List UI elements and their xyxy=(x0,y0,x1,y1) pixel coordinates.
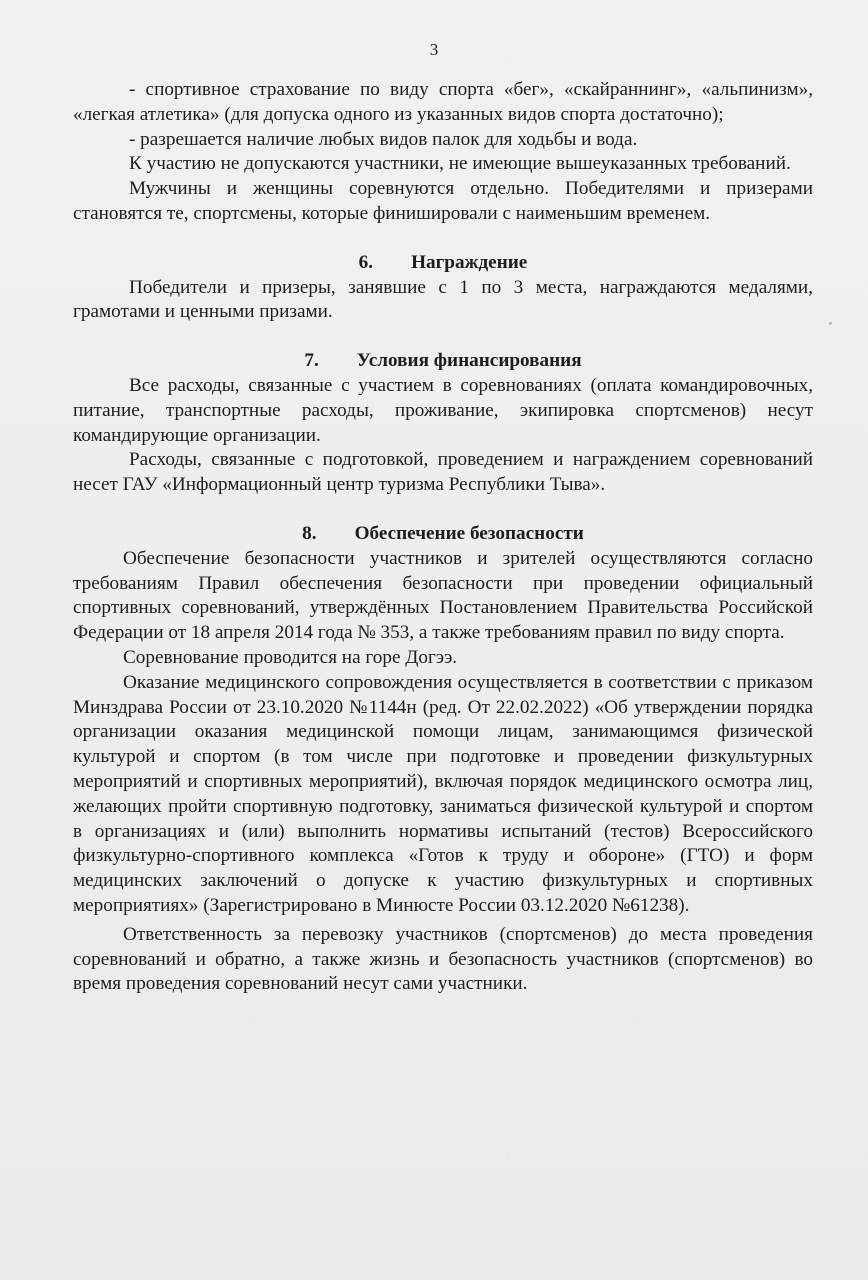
paragraph-men-women: Мужчины и женщины соревнуются отдельно. Победителями и призерами становятся те, спортсмены, которые финишировали с наименьшим временем. xyxy=(73,178,813,224)
paragraph-expenses: Все расходы, связанные с участием в соревнованиях (оплата командировочных, питание, транспортные расходы, проживание, экипировка спортсменов) несут командирующие организации. xyxy=(73,374,813,446)
page-number: 3 xyxy=(429,40,439,59)
paragraph-awards: Победители и призеры, занявшие с 1 по 3 места, награждаются медалями, грамотами и ценными призами. xyxy=(73,276,813,323)
paragraph-walking-sticks: - разрешается наличие любых видов палок для ходьбы и вода. xyxy=(129,128,638,150)
section-8-title: Обеспечение безопасности xyxy=(354,522,584,544)
section-6-heading xyxy=(73,251,813,276)
section-7-title: Условия финансирования xyxy=(356,350,582,372)
paragraph-organizer-expenses: Расходы, связанные с подготовкой, проведением и награждением соревнований несет ГАУ «Информационный центр туризма Республики Тыва». xyxy=(73,449,813,496)
section-7-heading xyxy=(73,349,813,374)
document-body xyxy=(73,78,813,997)
section-7-number: 7. xyxy=(304,350,319,372)
paragraph-safety-rules: Обеспечение безопасности участников и зрителей осуществляются согласно требованиям Правил обеспечения безопасности при проведении официальный спортивных соревнований, утверждённых Постановлением Правительства Российской Федерации от 18 апреля 2014 года № 353, а также требованиям правил по виду спорта. xyxy=(73,547,813,644)
paper-speck xyxy=(829,322,832,325)
paragraph-venue: Соревнование проводится на горе Догээ. xyxy=(123,646,458,668)
paragraph-insurance: - спортивное страхование по виду спорта «бег», «скайраннинг», «альпинизм», «легкая атлетика» (для допуска одного из указанных видов спорта достаточно); xyxy=(73,79,813,125)
section-8-heading xyxy=(73,522,813,547)
paragraph-responsibility: Ответственность за перевозку участников (спортсменов) до места проведения соревнований и обратно, а также жизнь и безопасность участников (спортсменов) во время проведения соревнований несут сами участники. xyxy=(73,923,813,995)
paragraph-admission: К участию не допускаются участники, не имеющие вышеуказанных требований. xyxy=(129,153,791,175)
section-6-title: Награждение xyxy=(411,251,528,273)
section-6-number: 6. xyxy=(358,251,374,273)
paragraph-medical: Оказание медицинского сопровождения осуществляется в соответствии с приказом Минздрава России от 23.10.2020 №1144н (ред. От 22.02.2022) «Об утверждении порядка организации оказания медицинской помощи лицам, занимающимся физической культурой и спортом (в том числе при подготовке и проведении физкультурных мероприятий и спортивных мероприятий), включая порядок медицинского осмотра лиц, желающих пройти спортивную подготовку, заниматься физической культурой и спортом в организациях и (или) выполнить нормативы испытаний (тестов) Всероссийского физкультурно-спортивного комплекса «Готов к труду и обороне» (ГТО) и форм медицинских заключений о допуске к участию физкультурных и спортивных мероприятиях» (Зарегистрировано в Минюсте России 03.12.2020 №61238). xyxy=(73,671,813,916)
section-8-number: 8. xyxy=(302,522,317,544)
